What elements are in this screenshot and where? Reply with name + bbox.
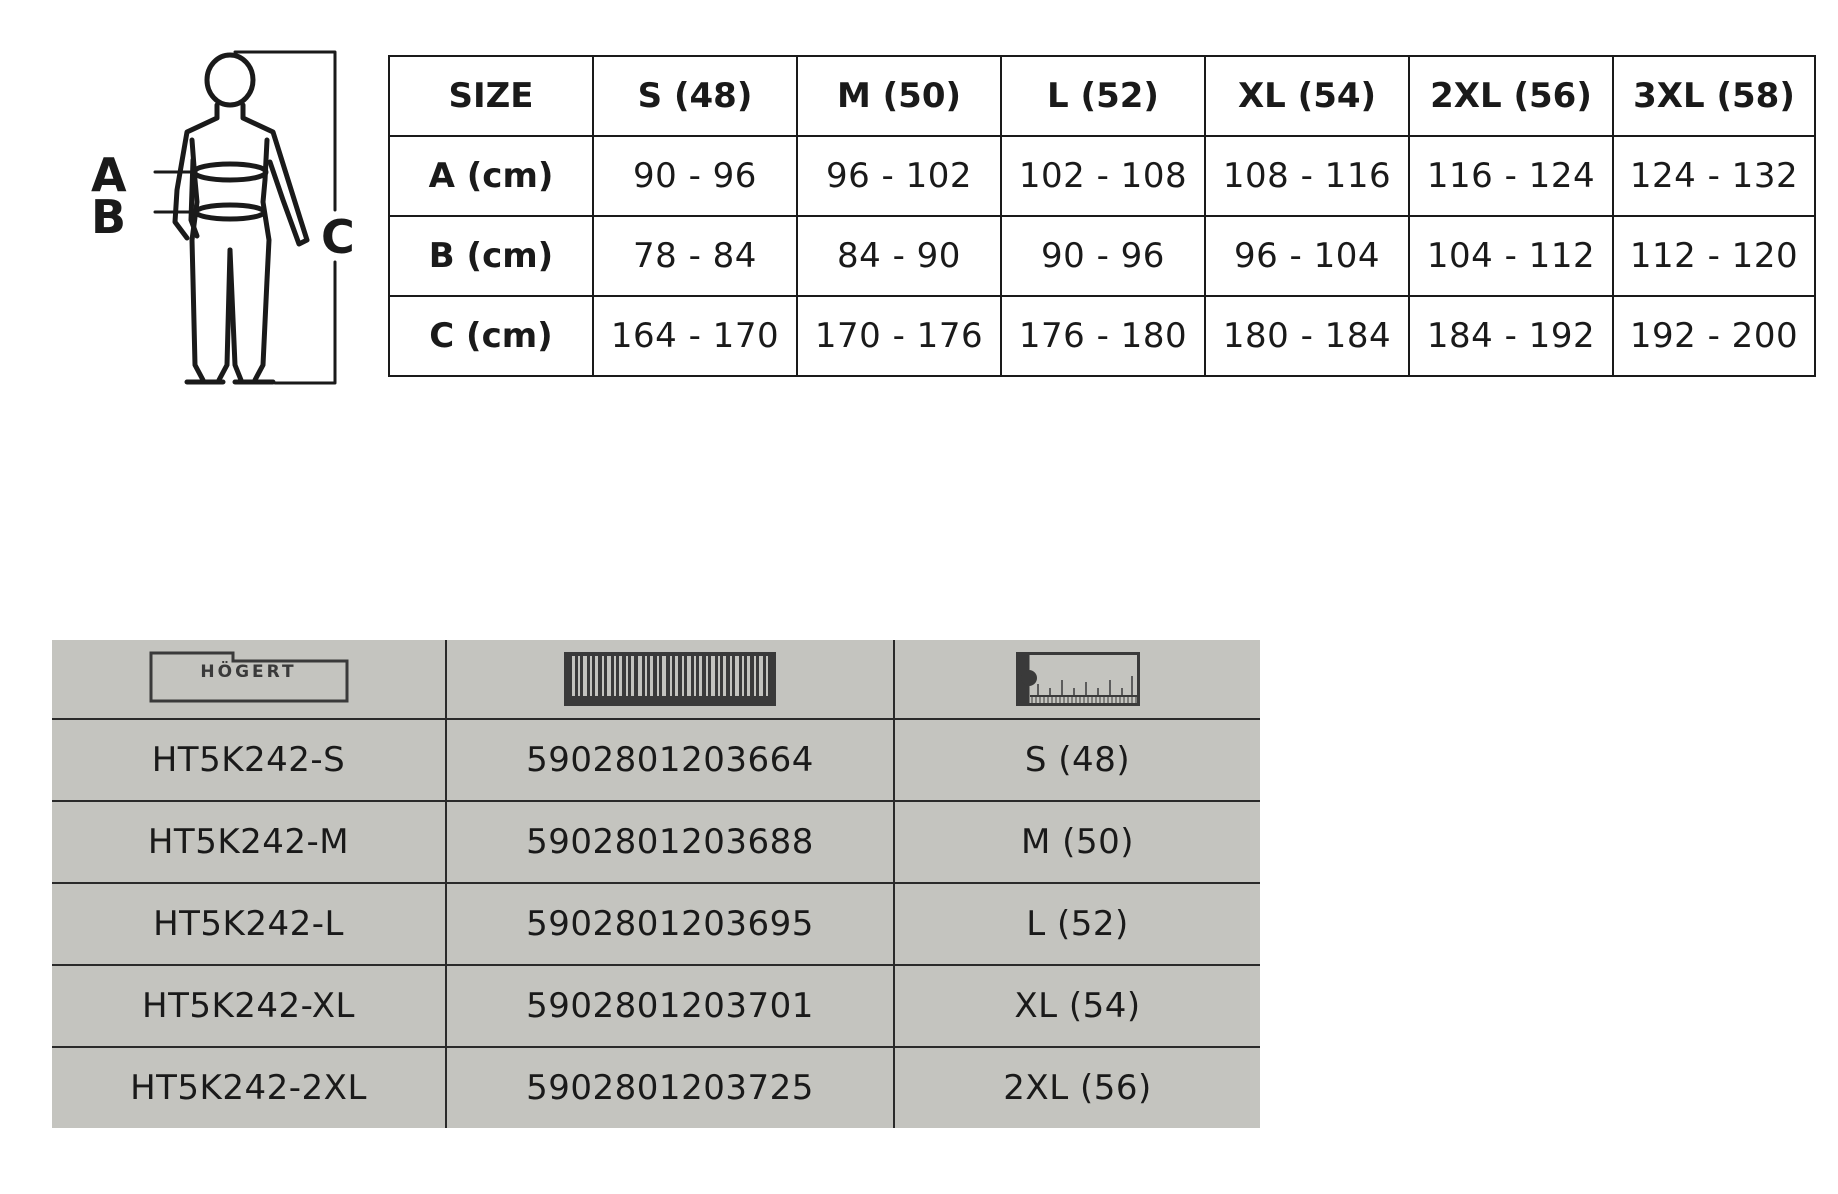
ruler-icon	[1016, 652, 1140, 706]
product-size: S (48)	[894, 719, 1260, 801]
product-code: HT5K242-M	[52, 801, 446, 883]
size-cell: 90 - 96	[1001, 216, 1205, 296]
product-code: HT5K242-2XL	[130, 1068, 367, 1108]
product-size: M (50)	[894, 801, 1260, 883]
product-ean: 5902801203695	[446, 883, 894, 965]
size-cell: 180 - 184	[1205, 296, 1409, 376]
size-cell: 124 - 132	[1613, 136, 1815, 216]
product-size: 2XL (56)	[894, 1047, 1260, 1128]
size-table-header-row	[389, 56, 1815, 136]
body-measurement-figure	[91, 50, 365, 390]
size-header-l: L (52)	[1001, 56, 1205, 136]
size-cell: 108 - 116	[1205, 136, 1409, 216]
brand-name: HÖGERT	[200, 661, 297, 682]
size-cell: 112 - 120	[1613, 216, 1815, 296]
measure-label-c: C	[321, 210, 355, 264]
product-size: XL (54)	[894, 965, 1260, 1047]
size-cell: 78 - 84	[593, 216, 797, 296]
size-cell: 102 - 108	[1001, 136, 1205, 216]
size-header-2xl: 2XL (56)	[1409, 56, 1613, 136]
size-header-label: SIZE	[389, 56, 593, 136]
size-cell: 176 - 180	[1001, 296, 1205, 376]
product-code: HT5K242-XL	[52, 965, 446, 1047]
product-ean: 5902801203701	[446, 965, 894, 1047]
product-ean: 5902801203688	[446, 801, 894, 883]
barcode-icon	[564, 652, 776, 706]
size-row-b	[389, 216, 1815, 296]
ean-header	[446, 640, 894, 719]
measure-label-b: B	[91, 190, 127, 244]
product-table	[52, 640, 1260, 1128]
product-code: HT5K242-S	[52, 719, 446, 801]
product-size: L (52)	[894, 883, 1260, 965]
size-header-m: M (50)	[797, 56, 1001, 136]
size-cell: 84 - 90	[797, 216, 1001, 296]
size-cell: 96 - 104	[1205, 216, 1409, 296]
size-cell: 170 - 176	[797, 296, 1001, 376]
product-row	[52, 965, 1260, 1047]
size-cell: 192 - 200	[1613, 296, 1815, 376]
size-header-3xl: 3XL (58)	[1613, 56, 1815, 136]
size-row-label: A (cm)	[389, 136, 593, 216]
product-row	[52, 1047, 1260, 1128]
product-row	[52, 719, 1260, 801]
product-row	[52, 801, 1260, 883]
size-row-label: C (cm)	[389, 296, 593, 376]
measure-label-a: A	[91, 148, 127, 202]
product-row	[52, 883, 1260, 965]
size-cell: 90 - 96	[593, 136, 797, 216]
hogert-logo-icon	[149, 647, 349, 712]
size-header	[894, 640, 1260, 719]
size-header-xl: XL (54)	[1205, 56, 1409, 136]
size-row-a	[389, 136, 1815, 216]
product-table-header-row	[52, 640, 1260, 719]
product-ean: 5902801203664	[446, 719, 894, 801]
product-ean: 5902801203725	[446, 1047, 894, 1128]
size-cell: 116 - 124	[1409, 136, 1613, 216]
size-table	[388, 55, 1816, 377]
size-cell: 184 - 192	[1409, 296, 1613, 376]
size-header-s: S (48)	[593, 56, 797, 136]
size-row-c	[389, 296, 1815, 376]
size-cell: 104 - 112	[1409, 216, 1613, 296]
size-cell: 96 - 102	[797, 136, 1001, 216]
size-cell: 164 - 170	[593, 296, 797, 376]
product-code: HT5K242-L	[52, 883, 446, 965]
product-code-header	[52, 640, 446, 719]
size-row-label: B (cm)	[389, 216, 593, 296]
